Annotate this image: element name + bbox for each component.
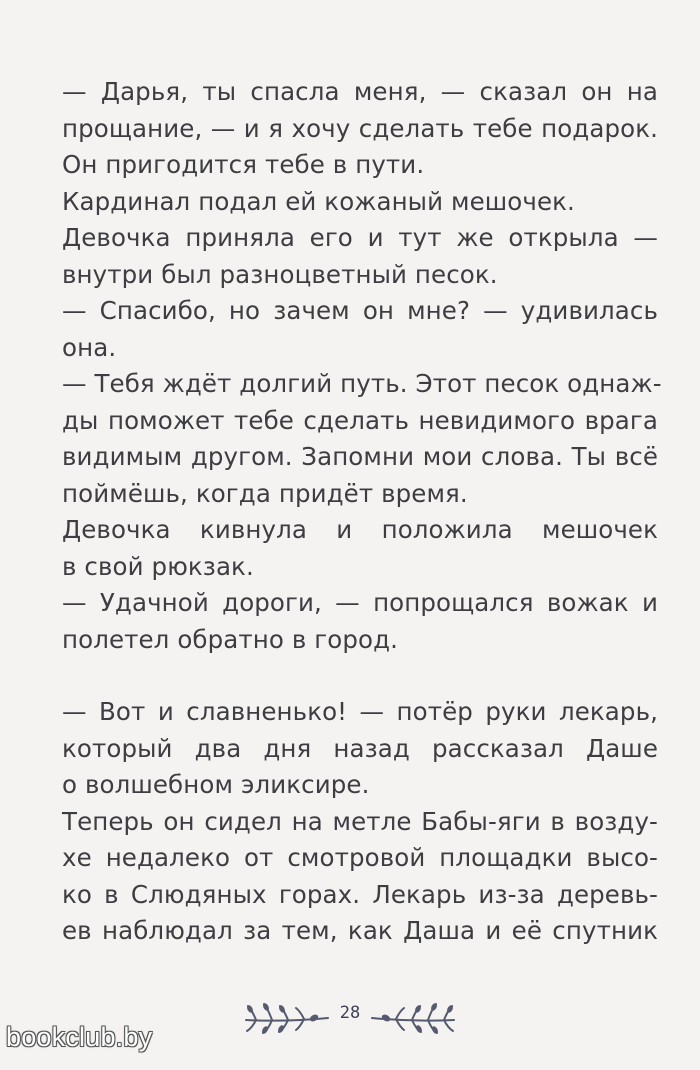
text-line: — Тебя ждёт долгий путь. Этот песок однаж- — [62, 369, 662, 398]
watermark: bookclub.by — [6, 1022, 153, 1052]
text-line: — Вот и славненько! — потёр руки лекарь, — [62, 697, 658, 726]
page-number: 28 — [339, 1003, 361, 1023]
leaf-branch-icon — [368, 998, 458, 1036]
text-line: ко в Слюдяных горах. Лекарь из-за деревь- — [62, 879, 658, 909]
text-line: полетел обратно в город. — [62, 624, 399, 654]
text-line: поймёшь, когда придёт время. — [62, 478, 468, 508]
text-line: Он пригодится тебе в пути. — [62, 150, 425, 179]
text-line: она. — [62, 332, 117, 362]
text-line: ды поможет тебе сделать невидимого врага — [62, 405, 658, 435]
text-line: в свой рюкзак. — [62, 551, 254, 581]
text-line: Кардинал подал ей кожаный мешочек. — [62, 186, 575, 216]
text-line: внутри был разноцветный песок. — [62, 259, 498, 289]
section-gap — [62, 658, 658, 694]
text-line: Девочка кивнула и положила мешочек — [62, 515, 658, 544]
text-line: Теперь он сидел на метле Бабы-яги в возду- — [62, 806, 658, 836]
text-line: о волшебном эликсире. — [62, 770, 370, 799]
leaf-branch-icon — [242, 998, 332, 1036]
text-line: — Дарья, ты спасла меня, — сказал он на — [62, 77, 658, 106]
text-line: прощание, — и я хочу сделать тебе подарок. — [62, 113, 658, 143]
text-line: видимым другом. Запомни мои слова. Ты всё — [62, 442, 658, 471]
page-text — [62, 74, 662, 950]
text-line: который два дня назад рассказал Даше — [62, 733, 658, 763]
text-line: Девочка приняла его и тут же открыла — — [62, 223, 658, 252]
text-line: — Удачной дороги, — попрощался вожак и — [62, 588, 658, 617]
text-line: хе недалеко от смотровой площадки высо- — [62, 843, 658, 872]
text-line: — Спасибо, но зачем он мне? — удивилась — [62, 296, 658, 325]
text-line: ев наблюдал за тем, как Даша и её спутник — [62, 916, 658, 945]
